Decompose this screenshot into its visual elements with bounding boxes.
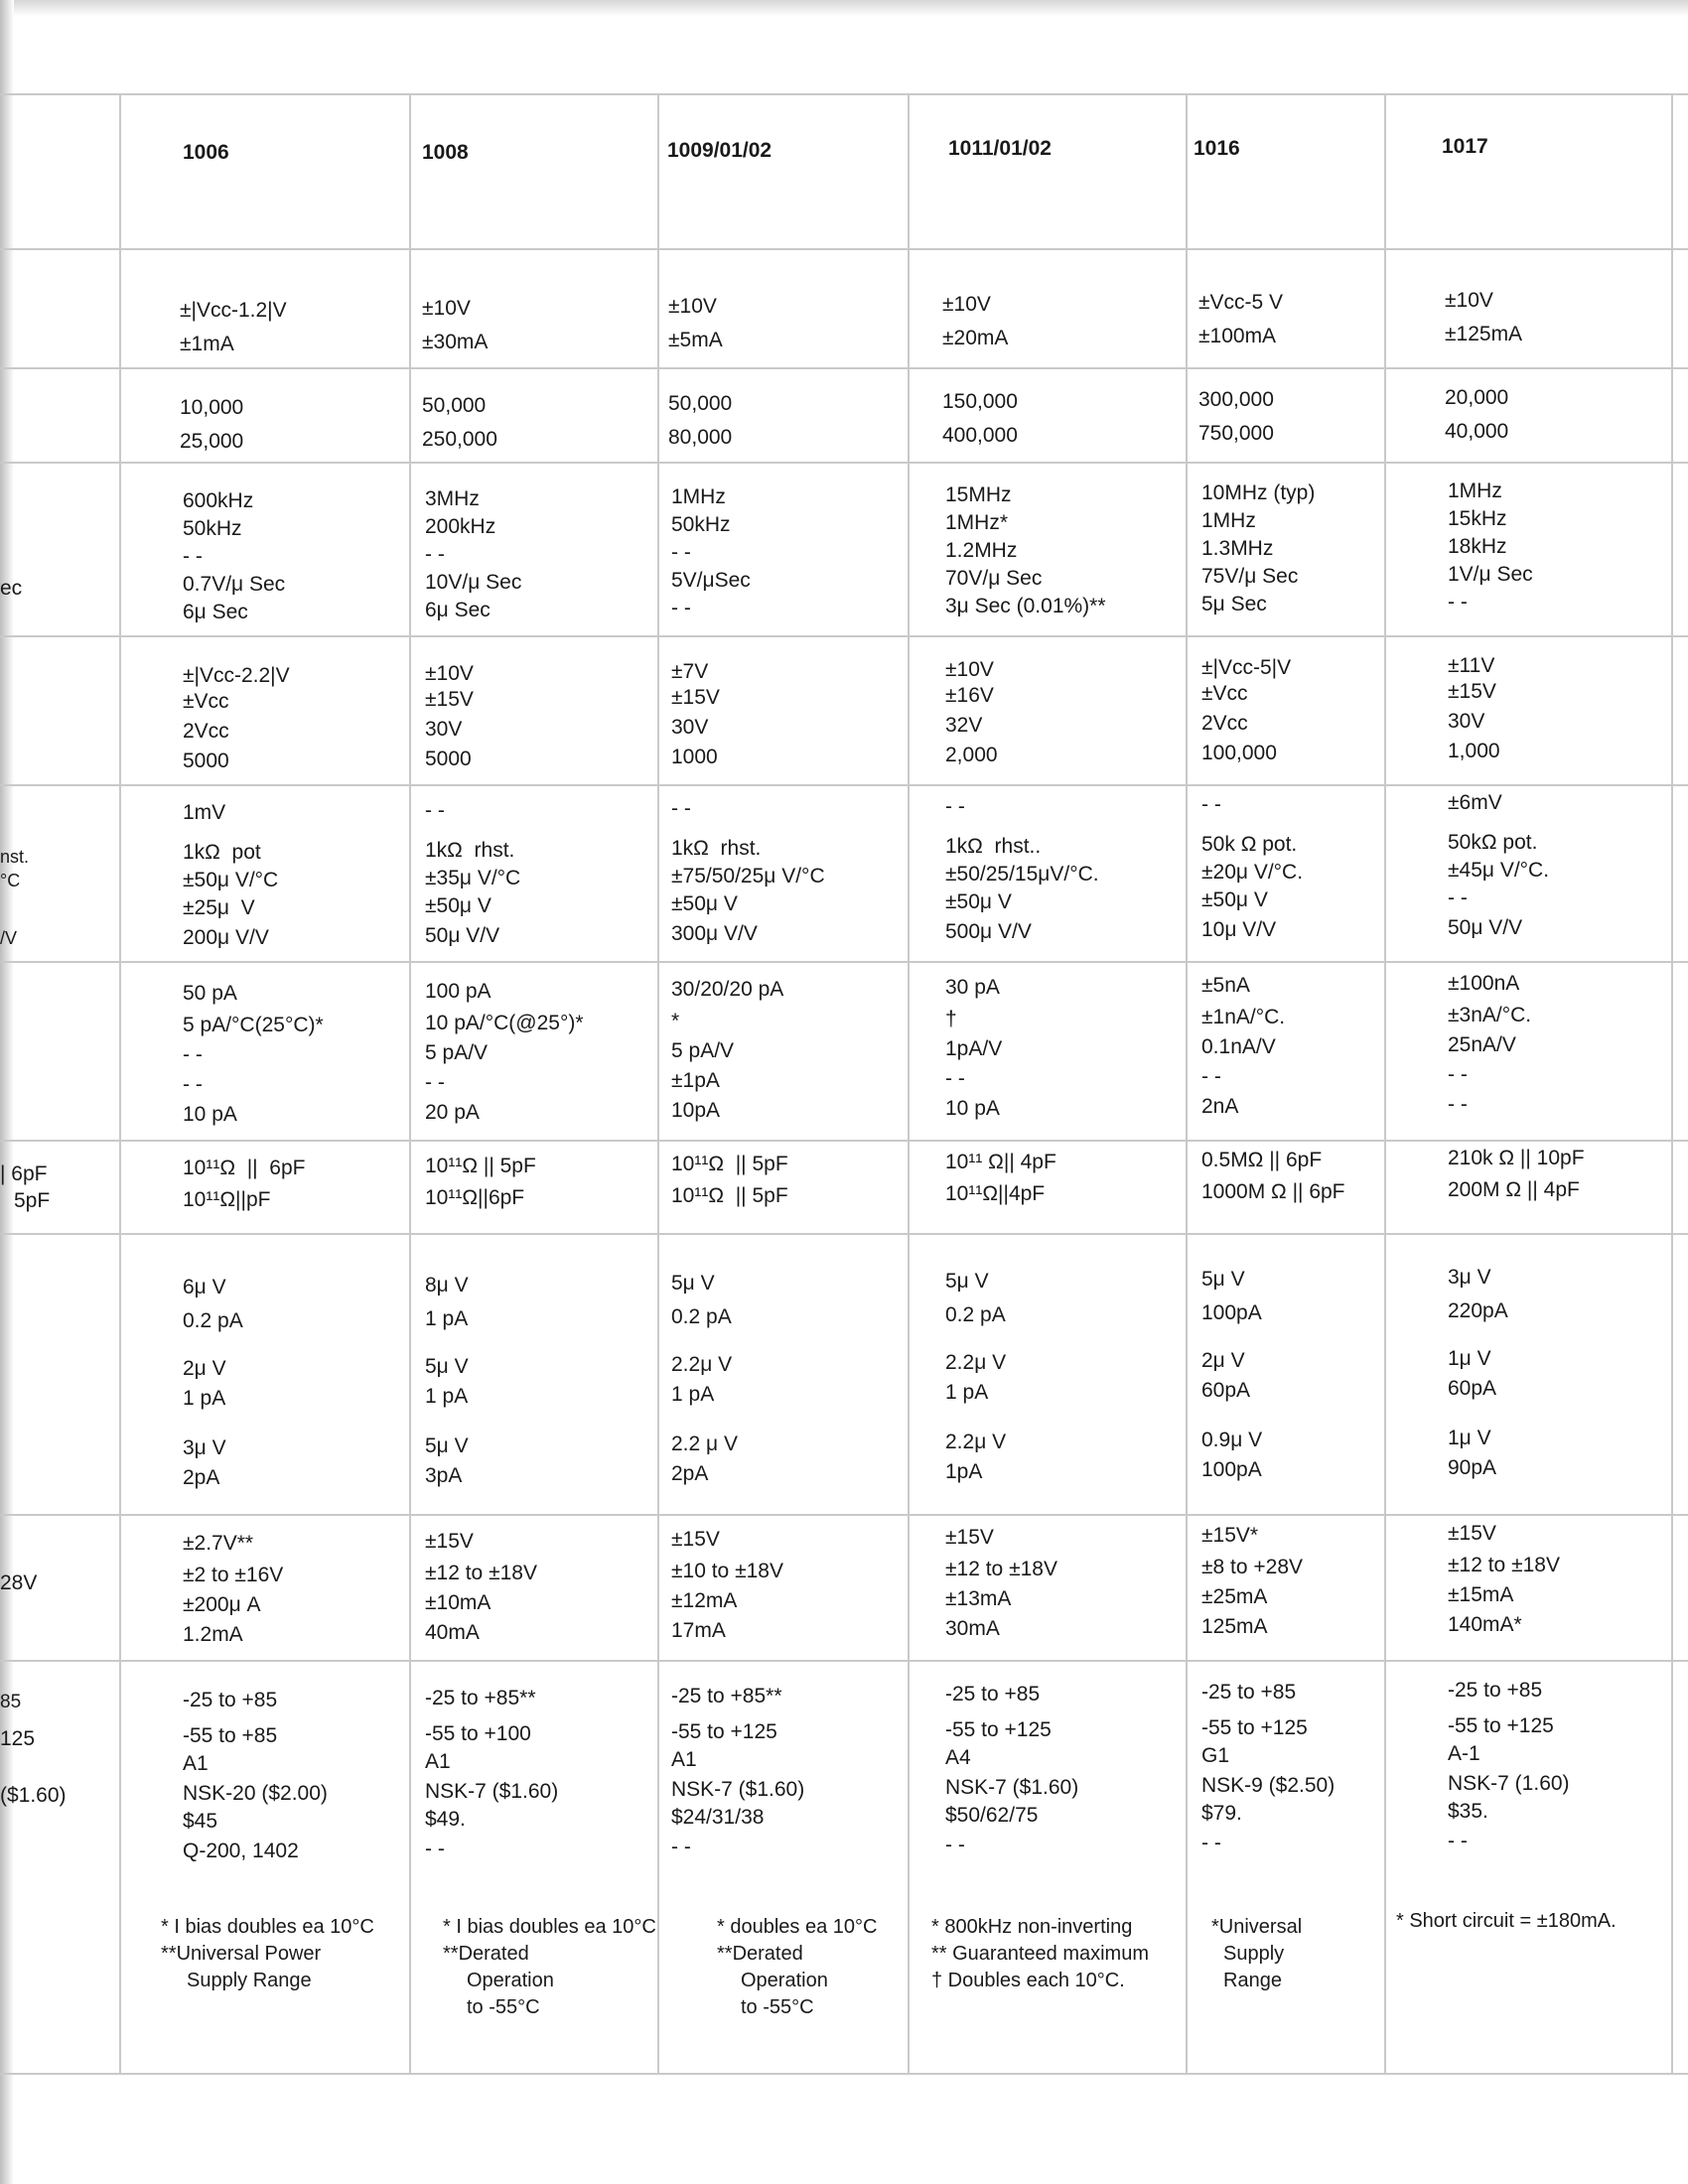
cell-line: ±Vcc-5 V bbox=[1198, 291, 1284, 314]
cell-line: ±7V bbox=[671, 660, 709, 683]
cell-line: NSK-7 ($1.60) bbox=[425, 1780, 559, 1803]
cell-line: 18kHz bbox=[1448, 535, 1507, 558]
cell-line: ±100nA bbox=[1448, 972, 1520, 995]
cell-line: - - bbox=[1448, 1830, 1468, 1852]
cell-line: 1μ V bbox=[1448, 1427, 1491, 1449]
cell-line: $45 bbox=[183, 1810, 218, 1833]
cell-line: 30mA bbox=[945, 1617, 1000, 1640]
cell-line: 50kΩ pot. bbox=[1448, 831, 1538, 854]
cell-line: A1 bbox=[425, 1750, 451, 1773]
cell-line: ±15V* bbox=[1201, 1524, 1259, 1547]
cell-line: ±13mA bbox=[945, 1587, 1012, 1610]
cell-line: † bbox=[945, 1008, 957, 1030]
cell-line: 1μ V bbox=[1448, 1347, 1491, 1370]
footnote bbox=[931, 1914, 1149, 1994]
footnote bbox=[1211, 1914, 1302, 1994]
cell-line: 2pA bbox=[671, 1462, 709, 1485]
cell-line: 1V/μ Sec bbox=[1448, 563, 1533, 586]
cell-line: ±15V bbox=[1448, 680, 1496, 703]
cell-line: 150,000 bbox=[942, 390, 1018, 413]
cell-line: 8μ V bbox=[425, 1274, 469, 1297]
cell-line: ±45μ V/°C. bbox=[1448, 859, 1550, 882]
footnote-line: Operation bbox=[467, 1970, 554, 1991]
cell-line: - - bbox=[1448, 1063, 1468, 1086]
cell-line: -25 to +85** bbox=[671, 1685, 782, 1707]
cell-line: ±Vcc bbox=[1201, 682, 1248, 705]
cell-line: A4 bbox=[945, 1746, 971, 1769]
cell-line: -25 to +85 bbox=[945, 1683, 1041, 1706]
cell-line: ±15V bbox=[425, 1530, 474, 1553]
footnote-line: * I bias doubles ea 10°C bbox=[443, 1916, 656, 1938]
cell-line: - - bbox=[945, 1067, 965, 1090]
cell-line: 10 pA bbox=[945, 1097, 1000, 1120]
cell-line: -55 to +125 bbox=[671, 1720, 777, 1743]
cell-line: 17mA bbox=[671, 1619, 726, 1642]
cell-line: ±10V bbox=[422, 297, 471, 320]
cell-line: ±125mA bbox=[1445, 323, 1523, 345]
left-fragment: 85 bbox=[0, 1692, 22, 1712]
cell-line: ±20μ V/°C. bbox=[1201, 861, 1304, 884]
page-top-shadow bbox=[0, 0, 1688, 16]
cell-line: 1000M Ω || 6pF bbox=[1201, 1180, 1345, 1203]
cell-line: 400,000 bbox=[942, 424, 1018, 447]
cell-line: 500μ V/V bbox=[945, 920, 1032, 943]
cell-line: 100pA bbox=[1201, 1301, 1262, 1324]
column-header: 1017 bbox=[1442, 135, 1488, 158]
cell-line: 0.2 pA bbox=[945, 1303, 1006, 1326]
cell-line: ±6mV bbox=[1448, 791, 1502, 814]
cell-line: 200μ V/V bbox=[183, 926, 269, 949]
cell-line: ±20mA bbox=[942, 327, 1009, 349]
cell-line: ±25μ V bbox=[183, 896, 255, 919]
cell-line: 3pA bbox=[425, 1464, 463, 1487]
cell-line: 30V bbox=[671, 716, 709, 739]
cell-line: 200kHz bbox=[425, 515, 496, 538]
cell-line: 1.2mA bbox=[183, 1623, 243, 1646]
column-header: 1008 bbox=[422, 141, 469, 164]
cell-line: ±10V bbox=[1445, 289, 1493, 312]
cell-line: 10μ V/V bbox=[1201, 918, 1277, 941]
cell-line: 20,000 bbox=[1445, 386, 1509, 409]
cell-line: 10MHz (typ) bbox=[1201, 481, 1316, 504]
cell-line: 70V/μ Sec bbox=[945, 567, 1043, 590]
footnote-line: * Short circuit = ±180mA. bbox=[1396, 1910, 1617, 1932]
cell-line: - - bbox=[425, 543, 445, 566]
cell-line: - - bbox=[1201, 1065, 1221, 1088]
cell-line: 10¹¹Ω||pF bbox=[183, 1188, 271, 1211]
cell-line: 0.1nA/V bbox=[1201, 1035, 1276, 1058]
cell-line: 5μ V bbox=[945, 1270, 989, 1293]
left-fragment: ec bbox=[0, 577, 23, 600]
cell-line: 0.9μ V bbox=[1201, 1429, 1263, 1451]
cell-line: Q-200, 1402 bbox=[183, 1840, 299, 1862]
cell-line: ±35μ V/°C bbox=[425, 867, 521, 889]
cell-line: 5μ Sec bbox=[1201, 593, 1267, 615]
cell-line: - - bbox=[425, 1838, 445, 1860]
cell-line: 1kΩ rhst. bbox=[671, 837, 762, 860]
cell-line: 25,000 bbox=[180, 430, 244, 453]
cell-line: 5μ V bbox=[425, 1434, 469, 1457]
footnote-line: to -55°C bbox=[467, 1996, 540, 2018]
cell-line: - - bbox=[183, 1073, 203, 1096]
cell-line: - - bbox=[671, 541, 691, 564]
cell-line: ±100mA bbox=[1198, 325, 1277, 347]
cell-line: 1pA bbox=[945, 1460, 983, 1483]
cell-line: 50μ V/V bbox=[1448, 916, 1523, 939]
cell-line: A1 bbox=[183, 1752, 209, 1775]
cell-line: ±15mA bbox=[1448, 1583, 1514, 1606]
cell-line: 10pA bbox=[671, 1099, 721, 1122]
cell-line: -25 to +85 bbox=[1448, 1679, 1543, 1702]
cell-line: 30 pA bbox=[945, 976, 1000, 999]
cell-line: - - bbox=[425, 1071, 445, 1094]
cell-line: 750,000 bbox=[1198, 422, 1274, 445]
cell-line: * bbox=[671, 1010, 680, 1032]
cell-line: 5000 bbox=[183, 750, 229, 772]
cell-line: ±3nA/°C. bbox=[1448, 1004, 1532, 1026]
cell-line: 60pA bbox=[1201, 1379, 1251, 1402]
cell-line: 2,000 bbox=[945, 744, 998, 766]
cell-line: 1.2MHz bbox=[945, 539, 1018, 562]
cell-line: ±|Vcc-5|V bbox=[1201, 656, 1292, 679]
cell-line: 10V/μ Sec bbox=[425, 571, 522, 594]
cell-line: 1MHz bbox=[671, 485, 726, 508]
footnote-line: ** Guaranteed maximum bbox=[931, 1943, 1149, 1965]
cell-line: 2pA bbox=[183, 1466, 220, 1489]
cell-line: 10¹¹Ω || 6pF bbox=[183, 1157, 306, 1179]
cell-line: - - bbox=[1448, 1093, 1468, 1116]
cell-line: 0.2 pA bbox=[183, 1309, 243, 1332]
cell-line: 300,000 bbox=[1198, 388, 1274, 411]
cell-line: ±50μ V bbox=[425, 894, 492, 917]
cell-line: ±10 to ±18V bbox=[671, 1560, 783, 1582]
cell-line: 2.2 μ V bbox=[671, 1433, 738, 1455]
cell-line: 0.2 pA bbox=[671, 1305, 732, 1328]
cell-line: ±200μ A bbox=[183, 1593, 261, 1616]
footnote-line: * doubles ea 10°C bbox=[717, 1916, 878, 1938]
cell-line: 1kΩ rhst.. bbox=[945, 835, 1042, 858]
cell-line: 32V bbox=[945, 714, 983, 737]
cell-line: ±2 to ±16V bbox=[183, 1564, 284, 1586]
cell-line: 200M Ω || 4pF bbox=[1448, 1178, 1580, 1201]
cell-line: $79. bbox=[1201, 1802, 1242, 1825]
cell-line: 2.2μ V bbox=[671, 1353, 733, 1376]
cell-line: 1 pA bbox=[183, 1387, 226, 1410]
cell-line: 10¹¹Ω || 5pF bbox=[671, 1153, 788, 1175]
cell-line: 1MHz* bbox=[945, 511, 1009, 534]
cell-line: 6μ Sec bbox=[183, 601, 248, 623]
cell-line: - - bbox=[1448, 887, 1468, 909]
cell-line: $35. bbox=[1448, 1800, 1488, 1823]
footnote bbox=[443, 1914, 656, 2021]
left-fragment: 28V bbox=[0, 1571, 38, 1594]
cell-line: 5 pA/V bbox=[671, 1039, 735, 1062]
cell-line: - - bbox=[183, 1043, 203, 1066]
cell-line: 10¹¹Ω||6pF bbox=[425, 1186, 525, 1209]
cell-line: 1 pA bbox=[671, 1383, 715, 1406]
cell-line: $50/62/75 bbox=[945, 1804, 1039, 1827]
left-fragment: | 6pF bbox=[0, 1162, 48, 1185]
cell-line: G1 bbox=[1201, 1744, 1230, 1767]
cell-line: 50μ V/V bbox=[425, 924, 500, 947]
cell-line: $49. bbox=[425, 1808, 466, 1831]
left-fragment: 125 bbox=[0, 1727, 36, 1750]
cell-line: 0.5MΩ || 6pF bbox=[1201, 1149, 1323, 1171]
left-fragment: °C bbox=[0, 871, 21, 890]
cell-line: 10 pA/°C(@25°)* bbox=[425, 1012, 584, 1034]
cell-line: 25nA/V bbox=[1448, 1033, 1516, 1056]
footnote-line: * 800kHz non-inverting bbox=[931, 1916, 1133, 1938]
column-header: 1006 bbox=[183, 141, 229, 164]
cell-line: ±10mA bbox=[425, 1591, 492, 1614]
cell-line: 10¹¹Ω||4pF bbox=[945, 1182, 1046, 1205]
cell-line: 0.7V/μ Sec bbox=[183, 573, 286, 596]
cell-line: 1 pA bbox=[425, 1307, 469, 1330]
cell-line: -55 to +125 bbox=[1201, 1716, 1308, 1739]
cell-line: ±|Vcc-1.2|V bbox=[180, 299, 287, 322]
cell-line: 2μ V bbox=[1201, 1349, 1245, 1372]
cell-line: 5μ V bbox=[671, 1272, 715, 1295]
cell-line: 75V/μ Sec bbox=[1201, 565, 1299, 588]
cell-line: - - bbox=[671, 597, 691, 619]
footnote-line: **Derated bbox=[717, 1943, 803, 1965]
cell-line: 1 pA bbox=[425, 1385, 469, 1408]
cell-line: ±25mA bbox=[1201, 1585, 1268, 1608]
cell-line: NSK-7 ($1.60) bbox=[945, 1776, 1079, 1799]
cell-line: ±15V bbox=[671, 686, 720, 709]
cell-line: ±1nA/°C. bbox=[1201, 1006, 1286, 1028]
cell-line: 100pA bbox=[1201, 1458, 1262, 1481]
cell-line: - - bbox=[945, 795, 965, 818]
column-header: 1016 bbox=[1194, 137, 1240, 160]
cell-line: NSK-20 ($2.00) bbox=[183, 1782, 328, 1805]
cell-line: 600kHz bbox=[183, 489, 254, 512]
cell-line: 1MHz bbox=[1201, 509, 1256, 532]
left-fragment: 5pF bbox=[14, 1189, 51, 1212]
cell-line: 50 pA bbox=[183, 982, 237, 1005]
footnote bbox=[1396, 1908, 1617, 1935]
footnote-line: Range bbox=[1223, 1970, 1282, 1991]
cell-line: ±12 to ±18V bbox=[945, 1558, 1057, 1580]
cell-line: 100 pA bbox=[425, 980, 492, 1003]
cell-line: ±15V bbox=[425, 688, 474, 711]
footnote-line: Operation bbox=[741, 1970, 828, 1991]
cell-line: ±5nA bbox=[1201, 974, 1250, 997]
cell-line: 3μ V bbox=[1448, 1266, 1491, 1289]
cell-line: ±15V bbox=[671, 1528, 720, 1551]
cell-line: 30V bbox=[1448, 710, 1485, 733]
cell-line: ±10V bbox=[945, 658, 994, 681]
cell-line: 2μ V bbox=[183, 1357, 226, 1380]
cell-line: 1kΩ pot bbox=[183, 841, 261, 864]
cell-line: 2.2μ V bbox=[945, 1431, 1007, 1453]
cell-line: 5 pA/°C(25°C)* bbox=[183, 1014, 324, 1036]
cell-line: $24/31/38 bbox=[671, 1806, 765, 1829]
cell-line: 50,000 bbox=[668, 392, 733, 415]
cell-line: 90pA bbox=[1448, 1456, 1497, 1479]
cell-line: ±5mA bbox=[668, 329, 723, 351]
cell-line: 1000 bbox=[671, 746, 718, 768]
cell-line: NSK-7 (1.60) bbox=[1448, 1772, 1570, 1795]
cell-line: ±Vcc bbox=[183, 690, 229, 713]
column-header: 1011/01/02 bbox=[948, 137, 1052, 160]
cell-line: -25 to +85 bbox=[1201, 1681, 1297, 1704]
cell-line: 50kHz bbox=[671, 513, 731, 536]
cell-line: 15MHz bbox=[945, 483, 1012, 506]
cell-line: 1 pA bbox=[945, 1381, 989, 1404]
footnote-line: † Doubles each 10°C. bbox=[931, 1970, 1125, 1991]
cell-line: 1pA/V bbox=[945, 1037, 1003, 1060]
footnote-line: **Derated bbox=[443, 1943, 529, 1965]
cell-line: 60pA bbox=[1448, 1377, 1497, 1400]
cell-line: - - bbox=[671, 1836, 691, 1858]
cell-line: 1kΩ rhst. bbox=[425, 839, 515, 862]
cell-line: ±15V bbox=[945, 1526, 994, 1549]
cell-line: 1.3MHz bbox=[1201, 537, 1274, 560]
cell-line: ±50/25/15μV/°C. bbox=[945, 863, 1099, 886]
cell-line: ±75/50/25μ V/°C bbox=[671, 865, 825, 887]
cell-line: A1 bbox=[671, 1748, 697, 1771]
footnote-line: Supply Range bbox=[187, 1970, 312, 1991]
footnote-line: **Universal Power bbox=[161, 1943, 322, 1965]
cell-line: 100,000 bbox=[1201, 742, 1277, 764]
cell-line: ±2.7V** bbox=[183, 1532, 254, 1555]
cell-line: ±50μ V bbox=[671, 892, 738, 915]
cell-line: 10,000 bbox=[180, 396, 244, 419]
left-fragment: nst. bbox=[0, 847, 30, 867]
cell-line: 2Vcc bbox=[183, 720, 229, 743]
cell-line: ±11V bbox=[1448, 654, 1495, 677]
cell-line: ±10V bbox=[425, 662, 474, 685]
footnote bbox=[161, 1914, 374, 1994]
cell-line: - - bbox=[1448, 591, 1468, 614]
column-header: 1009/01/02 bbox=[667, 139, 773, 162]
cell-line: NSK-9 ($2.50) bbox=[1201, 1774, 1336, 1797]
cell-line: ±15V bbox=[1448, 1522, 1496, 1545]
cell-line: 40mA bbox=[425, 1621, 480, 1644]
cell-line: 5 pA/V bbox=[425, 1041, 489, 1064]
cell-line: - - bbox=[1201, 793, 1221, 816]
footnote-line: * I bias doubles ea 10°C bbox=[161, 1916, 374, 1938]
cell-line: 3μ Sec (0.01%)** bbox=[945, 595, 1106, 617]
cell-line: 300μ V/V bbox=[671, 922, 758, 945]
cell-line: 20 pA bbox=[425, 1101, 480, 1124]
cell-line: 220pA bbox=[1448, 1299, 1508, 1322]
cell-line: 80,000 bbox=[668, 426, 733, 449]
cell-line: -25 to +85 bbox=[183, 1689, 278, 1711]
cell-line: - - bbox=[945, 1834, 965, 1856]
cell-line: ±16V bbox=[945, 684, 994, 707]
cell-line: A-1 bbox=[1448, 1742, 1480, 1765]
page-binding-shadow bbox=[0, 0, 14, 2184]
left-fragment: /V bbox=[0, 928, 18, 948]
cell-line: ±1mA bbox=[180, 333, 234, 355]
cell-line: -55 to +125 bbox=[1448, 1714, 1554, 1737]
cell-line: 5V/μSec bbox=[671, 569, 751, 592]
cell-line: 10¹¹ Ω|| 4pF bbox=[945, 1151, 1056, 1173]
cell-line: 210k Ω || 10pF bbox=[1448, 1147, 1585, 1169]
cell-line: ±30mA bbox=[422, 331, 489, 353]
cell-line: ±|Vcc-2.2|V bbox=[183, 664, 290, 687]
cell-line: 1mV bbox=[183, 801, 226, 824]
cell-line: 2nA bbox=[1201, 1095, 1239, 1118]
cell-line: -25 to +85** bbox=[425, 1687, 536, 1709]
cell-line: ±50μ V bbox=[945, 890, 1012, 913]
cell-line: ±1pA bbox=[671, 1069, 720, 1092]
cell-line: NSK-7 ($1.60) bbox=[671, 1778, 805, 1801]
cell-line: 140mA* bbox=[1448, 1613, 1522, 1636]
footnote-line: Supply bbox=[1223, 1943, 1285, 1965]
cell-line: 50k Ω pot. bbox=[1201, 833, 1298, 856]
cell-line: -55 to +85 bbox=[183, 1724, 278, 1747]
cell-line: 5μ V bbox=[425, 1355, 469, 1378]
cell-line: 50kHz bbox=[183, 517, 242, 540]
footnote-line: *Universal bbox=[1211, 1916, 1303, 1938]
cell-line: 6μ V bbox=[183, 1276, 226, 1298]
cell-line: 30V bbox=[425, 718, 463, 741]
cell-line: -55 to +100 bbox=[425, 1722, 531, 1745]
cell-line: 125mA bbox=[1201, 1615, 1268, 1638]
cell-line: ±12 to ±18V bbox=[1448, 1554, 1560, 1576]
footnote bbox=[717, 1914, 877, 2021]
cell-line: ±10V bbox=[668, 295, 717, 318]
cell-line: 50,000 bbox=[422, 394, 487, 417]
cell-line: ±12mA bbox=[671, 1589, 738, 1612]
cell-line: 10 pA bbox=[183, 1103, 237, 1126]
cell-line: ±8 to +28V bbox=[1201, 1556, 1304, 1578]
cell-line: 6μ Sec bbox=[425, 599, 491, 621]
footnote-line: to -55°C bbox=[741, 1996, 814, 2018]
cell-line: 30/20/20 pA bbox=[671, 978, 784, 1001]
cell-line: - - bbox=[1201, 1832, 1221, 1854]
cell-line: 2Vcc bbox=[1201, 712, 1248, 735]
left-fragment: ($1.60) bbox=[0, 1784, 67, 1807]
cell-line: ±50μ V/°C bbox=[183, 869, 279, 891]
cell-line: 40,000 bbox=[1445, 420, 1509, 443]
cell-line: - - bbox=[425, 799, 445, 822]
cell-line: 5000 bbox=[425, 748, 472, 770]
cell-line: ±12 to ±18V bbox=[425, 1562, 537, 1584]
cell-line: 10¹¹Ω || 5pF bbox=[425, 1155, 536, 1177]
cell-line: - - bbox=[671, 797, 691, 820]
cell-line: ±50μ V bbox=[1201, 888, 1268, 911]
cell-line: 2.2μ V bbox=[945, 1351, 1007, 1374]
cell-line: 250,000 bbox=[422, 428, 497, 451]
cell-line: 1,000 bbox=[1448, 740, 1500, 762]
cell-line: 3μ V bbox=[183, 1436, 226, 1459]
cell-line: -55 to +125 bbox=[945, 1718, 1052, 1741]
cell-line: 10¹¹Ω || 5pF bbox=[671, 1184, 788, 1207]
cell-line: 3MHz bbox=[425, 487, 480, 510]
cell-line: - - bbox=[183, 545, 203, 568]
cell-line: 5μ V bbox=[1201, 1268, 1245, 1291]
cell-line: ±10V bbox=[942, 293, 991, 316]
cell-line: 1MHz bbox=[1448, 479, 1502, 502]
cell-line: 15kHz bbox=[1448, 507, 1507, 530]
